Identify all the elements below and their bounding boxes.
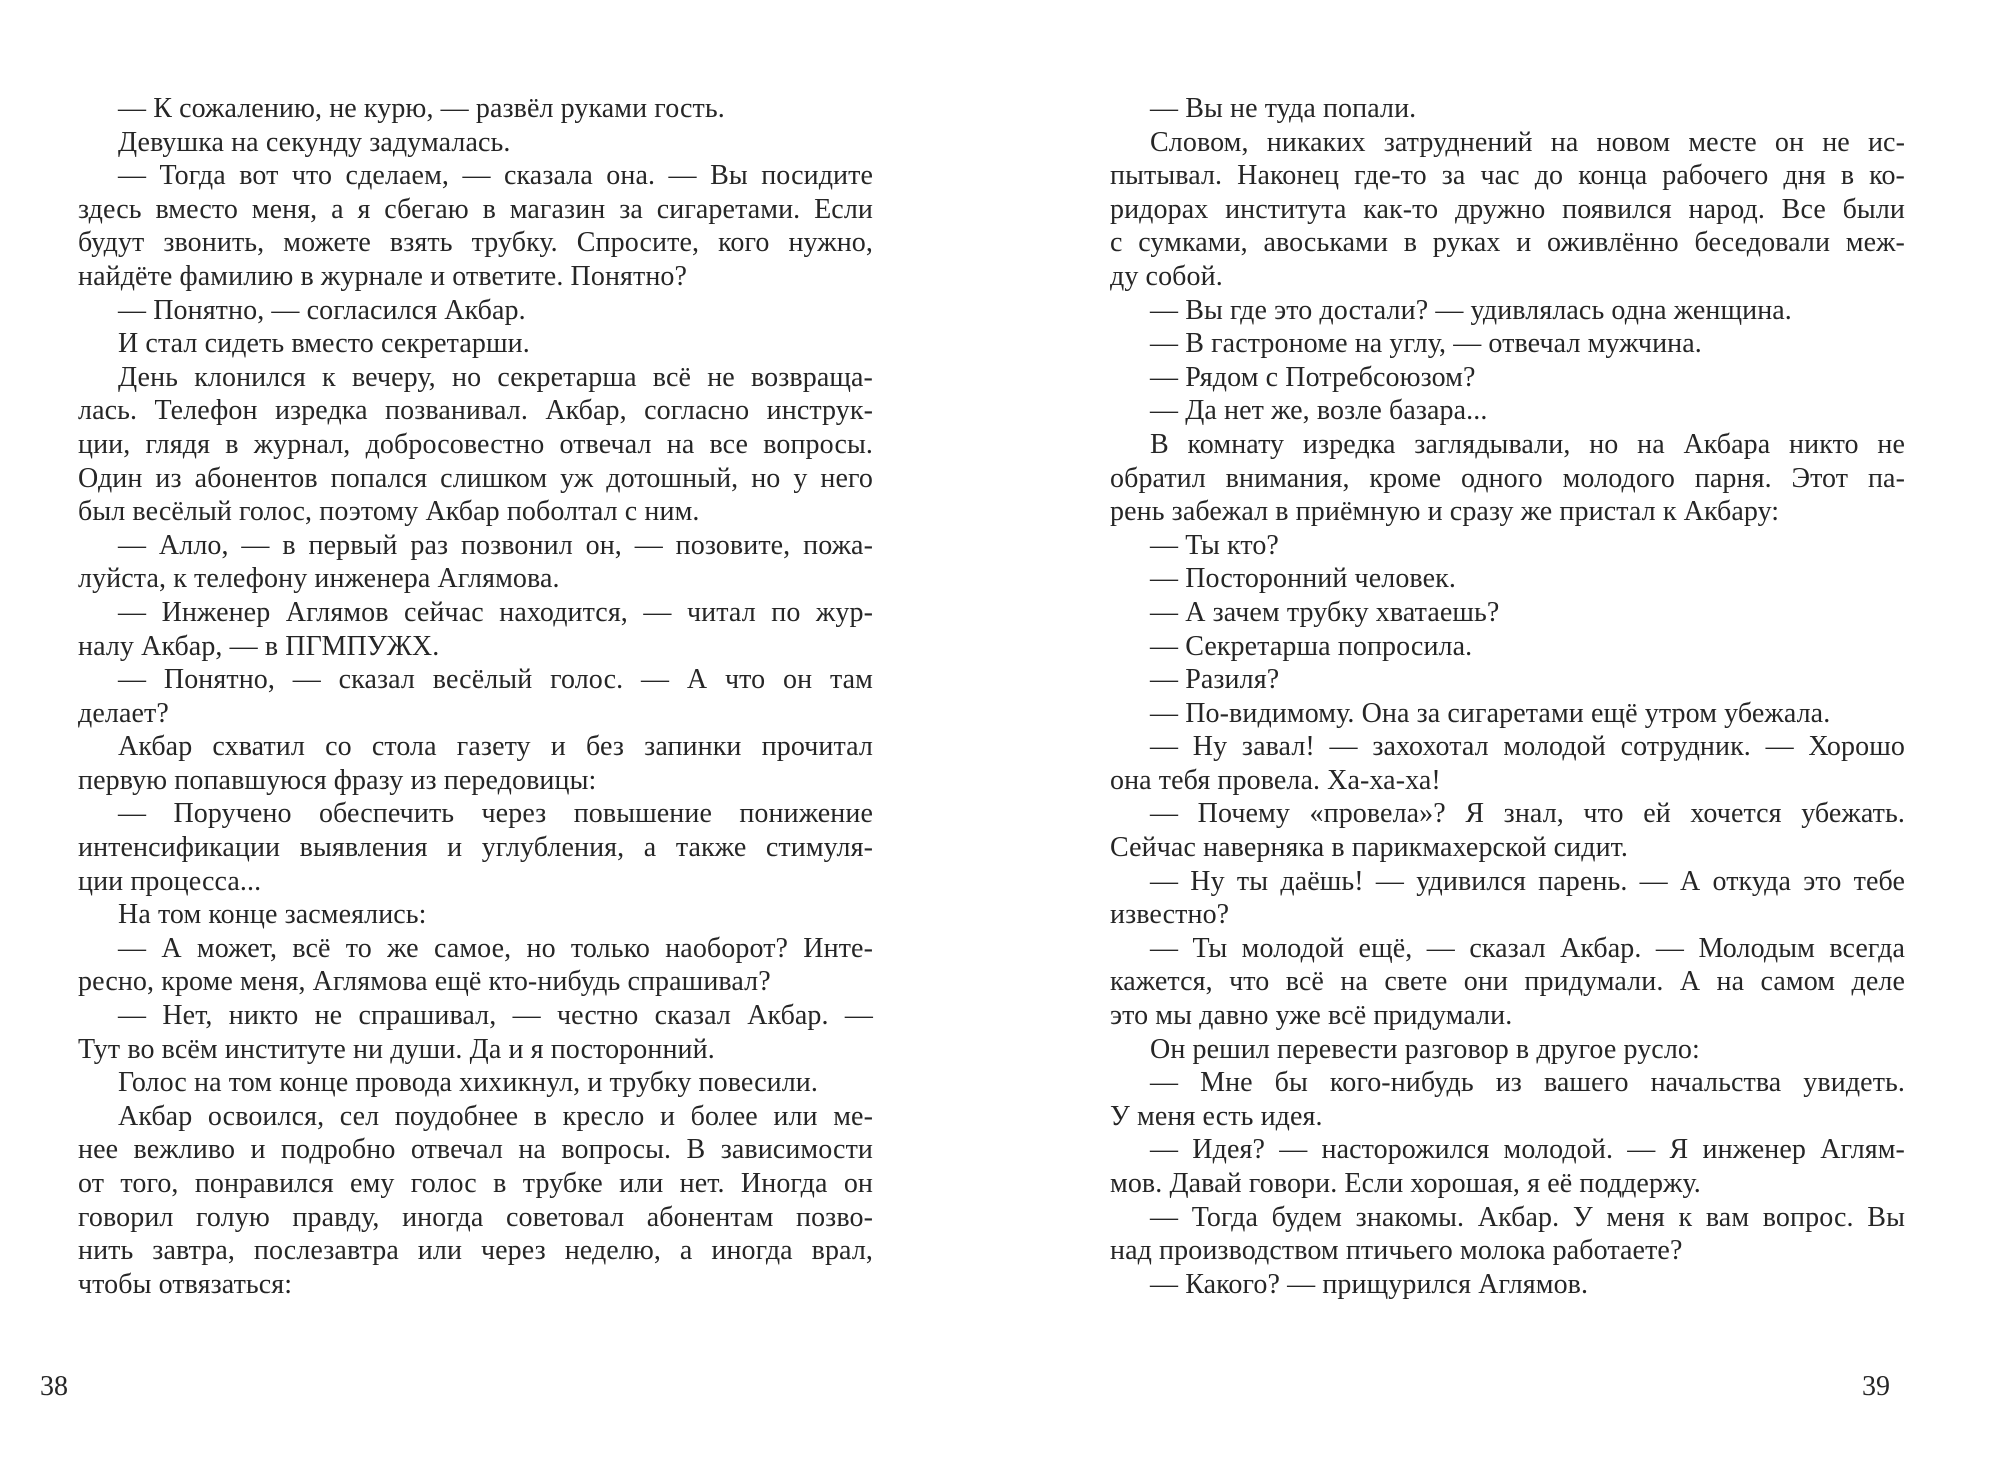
- right-page-text: [1110, 92, 1905, 1301]
- text-line: — Почему «провела»? Я знал, что ей хочется убежать.: [1150, 798, 1905, 830]
- text-line: Акбар освоился, сел поудобнее в кресло и более или ме-: [118, 1100, 873, 1132]
- page-number-right: 39: [1862, 1371, 1890, 1402]
- text-line: Он решил перевести разговор в другое русло:: [1150, 1033, 1700, 1065]
- text-line: — Вы не туда попали.: [1150, 93, 1417, 124]
- text-line: В комнату изредка заглядывали, но на Акбара никто не: [1150, 428, 1905, 460]
- text-line: делает?: [78, 697, 169, 729]
- text-line: лась. Телефон изредка позванивал. Акбар, согласно инструк-: [78, 395, 873, 427]
- text-line: — Рядом с Потребсоюзом?: [1150, 361, 1476, 393]
- text-line: — В гастрономе на углу, — отвечал мужчина.: [1150, 328, 1702, 360]
- text-line: — Ты молодой ещё, — сказал Акбар. — Молодым всегда: [1150, 932, 1905, 964]
- text-line: ции, глядя в журнал, добросовестно отвечал на все вопросы.: [78, 428, 873, 460]
- text-line: — Тогда вот что сделаем, — сказала она. — Вы посидите: [118, 160, 873, 192]
- text-line: — Нет, никто не спрашивал, — честно сказал Акбар. —: [118, 1000, 873, 1032]
- text-line: ресно, кроме меня, Аглямова ещё кто-нибудь спрашивал?: [78, 966, 771, 998]
- text-line: — А зачем трубку хватаешь?: [1150, 596, 1500, 628]
- text-line: первую попавшуюся фразу из передовицы:: [78, 764, 597, 796]
- text-line: Один из абонентов попался слишком уж дотошный, но у него: [78, 462, 873, 494]
- text-line: Словом, никаких затруднений на новом месте он не ис-: [1150, 126, 1905, 158]
- text-line: ридорах института как-то дружно появился народ. Все были: [1110, 193, 1905, 225]
- text-line: День клонился к вечеру, но секретарша всё не возвраща-: [118, 361, 873, 393]
- text-line: — Понятно, — согласился Акбар.: [118, 294, 526, 326]
- text-line: — Инженер Аглямов сейчас находится, — читал по жур-: [118, 596, 873, 628]
- text-line: луйста, к телефону инженера Аглямова.: [78, 563, 560, 595]
- text-line: — Секретарша попросила.: [1150, 630, 1473, 662]
- text-line: — Поручено обеспечить через повышение понижение: [118, 798, 873, 830]
- text-line: — По-видимому. Она за сигаретами ещё утром убежала.: [1150, 697, 1831, 729]
- text-line: обратил внимания, кроме одного молодого парня. Этот па-: [1110, 462, 1905, 494]
- text-line: известно?: [1110, 899, 1230, 931]
- text-line: пытывал. Наконец где-то за час до конца рабочего дня в ко-: [1110, 160, 1905, 192]
- text-line: На том конце засмеялись:: [118, 899, 427, 931]
- text-line: нее вежливо и подробно отвечал на вопросы. В зависимости: [78, 1134, 873, 1166]
- text-line: ции процесса...: [78, 865, 262, 897]
- text-line: — К сожалению, не курю, — развёл руками гость.: [118, 93, 725, 124]
- text-line: чтобы отвязаться:: [78, 1268, 293, 1300]
- text-line: — Разиля?: [1150, 664, 1280, 696]
- text-line: — Тогда будем знакомы. Акбар. У меня к вам вопрос. Вы: [1150, 1201, 1905, 1233]
- text-line: И стал сидеть вместо секретарши.: [118, 328, 530, 360]
- text-line: рень забежал в приёмную и сразу же пристал к Акбару:: [1110, 496, 1780, 528]
- text-line: — Идея? — насторожился молодой. — Я инженер Аглям-: [1150, 1134, 1905, 1166]
- text-line: интенсификации выявления и углубления, а также стимуля-: [78, 832, 873, 864]
- text-line: Голос на том конце провода хихикнул, и трубку повесили.: [118, 1067, 818, 1099]
- text-line: Сейчас наверняка в парикмахерской сидит.: [1110, 832, 1629, 864]
- page-number-left: 38: [40, 1371, 68, 1402]
- text-line: — А может, всё то же самое, но только наоборот? Инте-: [118, 932, 873, 964]
- text-line: — Ну завал! — захохотал молодой сотрудник. — Хорошо: [1150, 731, 1905, 763]
- text-line: У меня есть идея.: [1110, 1100, 1323, 1132]
- left-page-text: [78, 92, 873, 1301]
- text-line: — Какого? — прищурился Аглямов.: [1150, 1268, 1589, 1300]
- text-line: — Вы где это достали? — удивлялась одна женщина.: [1150, 294, 1792, 326]
- text-line: найдёте фамилию в журнале и ответите. Понятно?: [78, 260, 688, 292]
- text-line: нить завтра, послезавтра или через неделю, а иногда врал,: [78, 1235, 873, 1267]
- text-line: — Алло, — в первый раз позвонил он, — позовите, пожа-: [118, 529, 873, 561]
- text-line: — Понятно, — сказал весёлый голос. — А что он там: [118, 664, 873, 696]
- text-line: — Да нет же, возле базара...: [1150, 395, 1488, 427]
- text-line: — Посторонний человек.: [1150, 563, 1456, 595]
- text-line: — Ну ты даёшь! — удивился парень. — А откуда это тебе: [1150, 865, 1905, 897]
- text-line: над производством птичьего молока работаете?: [1110, 1235, 1683, 1267]
- text-line: налу Акбар, — в ПГМПУЖХ.: [78, 630, 440, 662]
- text-line: от того, понравился ему голос в трубке или нет. Иногда он: [78, 1168, 873, 1199]
- text-line: с сумками, авоськами в руках и оживлённо беседовали меж-: [1110, 227, 1905, 259]
- text-line: это мы давно уже всё придумали.: [1110, 1000, 1513, 1032]
- text-line: кажется, что всё на свете они придумали. А на самом деле: [1110, 966, 1905, 998]
- text-line: будут звонить, можете взять трубку. Спросите, кого нужно,: [78, 227, 873, 259]
- text-line: ду собой.: [1110, 260, 1223, 292]
- text-line: — Мне бы кого-нибудь из вашего начальства увидеть.: [1150, 1067, 1905, 1099]
- text-line: говорил голую правду, иногда советовал абонентам позво-: [78, 1201, 873, 1233]
- text-line: Акбар схватил со стола газету и без запинки прочитал: [118, 731, 873, 763]
- text-line: Тут во всём институте ни души. Да и я посторонний.: [78, 1033, 715, 1065]
- text-line: мов. Давай говори. Если хорошая, я её поддержу.: [1110, 1168, 1701, 1199]
- text-line: — Ты кто?: [1150, 529, 1279, 561]
- text-line: был весёлый голос, поэтому Акбар поболтал с ним.: [78, 496, 700, 528]
- text-line: Девушка на секунду задумалась.: [118, 126, 511, 158]
- text-line: она тебя провела. Ха-ха-ха!: [1110, 764, 1441, 796]
- text-line: здесь вместо меня, а я сбегаю в магазин за сигаретами. Если: [78, 193, 873, 225]
